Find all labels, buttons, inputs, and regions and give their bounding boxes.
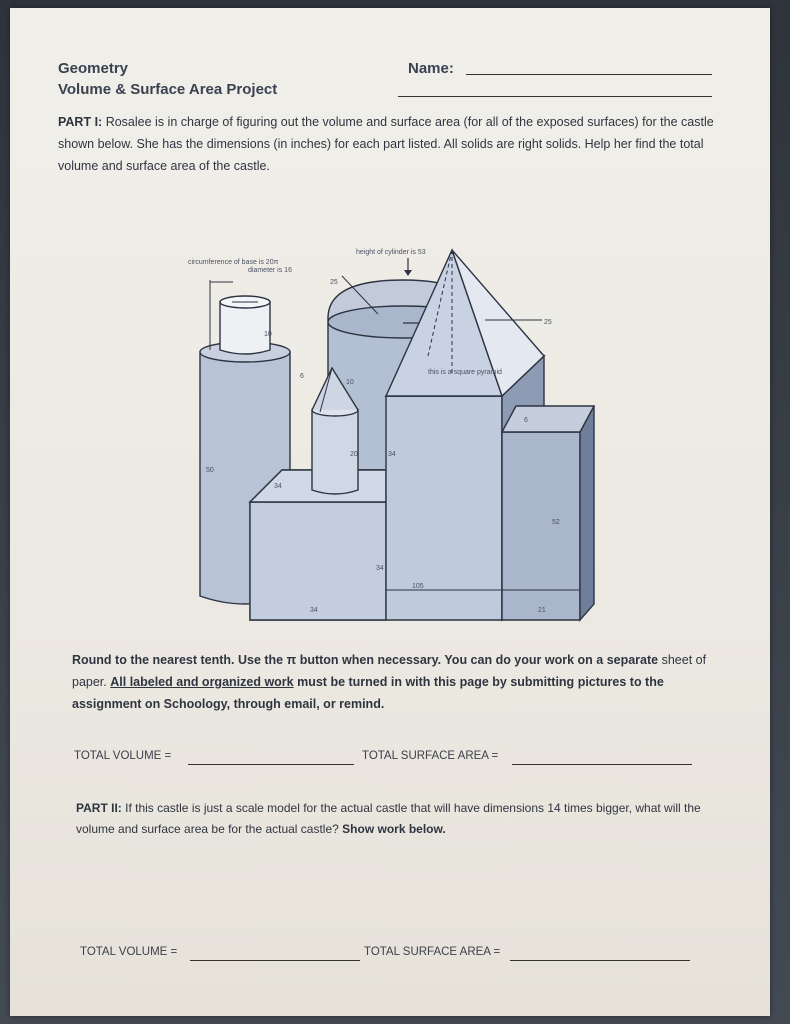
instructions-underlined: All labeled and organized work	[110, 675, 294, 689]
diameter-label: diameter is 16	[248, 267, 292, 274]
name-blank-line[interactable]	[466, 74, 712, 75]
part1-label: PART I:	[58, 115, 103, 129]
total-surface-blank-2[interactable]	[510, 960, 690, 961]
right-block-side	[580, 406, 594, 620]
pi-symbol: π	[286, 653, 297, 667]
dim-10-cone: 10	[346, 379, 354, 386]
dim-6-right-block: 6	[524, 417, 528, 424]
dim-34-side: 34	[376, 565, 384, 572]
instructions-line1: Round to the nearest tenth. Use the	[72, 653, 284, 667]
total-surface-label-1: TOTAL SURFACE AREA =	[362, 750, 499, 762]
name-label: Name:	[408, 60, 454, 77]
dim-21: 21	[538, 607, 546, 614]
castle-figure	[160, 240, 630, 630]
dim-10-small-cyl: 10	[264, 331, 272, 338]
total-volume-blank-2[interactable]	[190, 960, 360, 961]
name-blank-line-2[interactable]	[398, 96, 712, 97]
total-volume-label-2: TOTAL VOLUME =	[80, 946, 178, 958]
dim-34-bottom: 34	[310, 607, 318, 614]
part2-paragraph	[76, 798, 716, 840]
instructions-paragraph	[72, 649, 732, 715]
dim-50: 50	[206, 467, 214, 474]
dim-6-cone: 6	[300, 373, 304, 380]
total-volume-label-1: TOTAL VOLUME =	[74, 750, 172, 762]
dim-25-dome: 25	[330, 279, 338, 286]
total-surface-label-2: TOTAL SURFACE AREA =	[364, 946, 501, 958]
dim-52: 52	[552, 519, 560, 526]
total-volume-blank-1[interactable]	[188, 764, 354, 765]
worksheet-page	[10, 8, 770, 1016]
small-white-cylinder	[220, 302, 270, 354]
part2-text: If this castle is just a scale model for the actual castle that will have dimensions 14 times bigger, what will the volume and surface area be for the actual castle?	[76, 801, 701, 836]
dim-25-pyramid: 25	[544, 319, 552, 326]
course-title: Geometry	[58, 60, 129, 77]
instructions-line1-rest: button when necessary. You can do your work on a separate	[299, 653, 659, 667]
pyramid-note-label: this is a square pyramid	[428, 369, 502, 376]
dim-34-top: 34	[274, 483, 282, 490]
instructions-line2-rest: must be turned in with this page by submitting	[297, 675, 575, 689]
front-block-front	[250, 502, 386, 620]
height-arrowhead	[404, 270, 412, 276]
part2-label: PART II:	[76, 801, 122, 815]
project-title: Volume & Surface Area Project	[58, 81, 278, 98]
part2-show-work: Show work below.	[342, 822, 446, 836]
instructions-line3: pictures to the assignment on Schoology, through email, or remind.	[72, 675, 664, 711]
part1-text: Rosalee is in charge of figuring out the volume and surface area (for all of the exposed surfaces) for the castle shown below. She has the dimensions (in inches) for each part listed. All solids are right solids. Help her find the total volume and surface area of the castle.	[58, 115, 714, 173]
circumference-label: circumference of base is 20π	[188, 259, 279, 266]
right-block-top	[502, 406, 594, 432]
dim-105: 105	[412, 583, 424, 590]
dim-20: 20	[350, 451, 358, 458]
dim-34-middle: 34	[388, 451, 396, 458]
part1-paragraph	[58, 111, 718, 177]
total-surface-blank-1[interactable]	[512, 764, 692, 765]
right-block-front	[502, 432, 580, 620]
cylinder-height-label: height of cylinder is 53	[356, 249, 426, 256]
instructions-line2: sheet of paper.	[72, 653, 707, 689]
middle-block-front	[386, 396, 502, 620]
